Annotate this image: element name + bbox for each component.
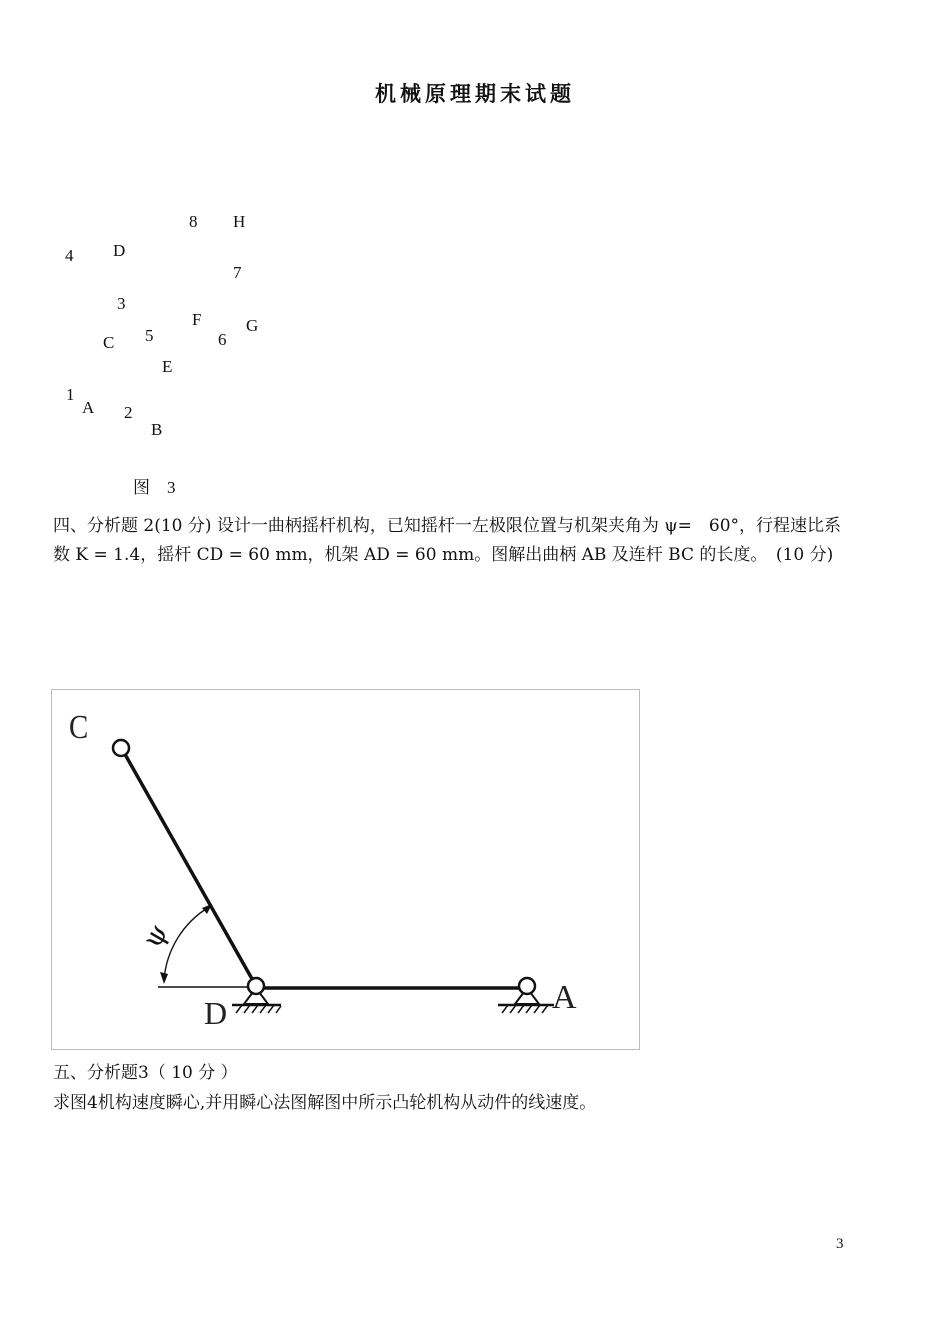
pivot-a-support [498, 978, 554, 1013]
figure-4-label-d: D [204, 995, 228, 1031]
label-2: 2 [124, 403, 133, 422]
page-number: 3 [836, 1236, 844, 1252]
label-c: C [103, 333, 115, 352]
label-b: B [151, 420, 163, 439]
label-d: D [113, 241, 126, 260]
label-3: 3 [117, 294, 126, 313]
document-title: 机械原理期末试题 [375, 81, 575, 106]
question-5-text: 求图4机构速度瞬心,并用瞬心法图解图中所示凸轮机构从动件的线速度。 [53, 1093, 597, 1113]
label-6: 6 [218, 330, 227, 349]
figure-4-label-c: C [69, 707, 89, 746]
figure-4-frame [51, 689, 640, 1050]
figure-3-caption: 图 3 [133, 478, 176, 497]
figure-4-label-a: A [552, 979, 577, 1016]
label-7: 7 [233, 263, 242, 282]
label-8: 8 [189, 212, 198, 231]
joint-c [113, 740, 129, 756]
label-1: 1 [66, 385, 75, 404]
label-f: F [192, 310, 202, 329]
label-e: E [162, 357, 173, 376]
label-g: G [246, 316, 259, 335]
label-a: A [82, 398, 95, 417]
label-5: 5 [145, 326, 154, 345]
angle-psi-label: ψ [135, 917, 175, 954]
pivot-d-support [232, 978, 281, 1013]
angle-arrow-bottom [160, 972, 168, 984]
question-4-text: 四、分析题 2(10 分) 设计一曲柄摇杆机构，已知摇杆一左极限位置与机架夹角为 ψ= 60°，行程速比系数 K = 1.4，摇杆 CD = 60 mm，机架 AD = 60 mm。图解出曲柄 AB 及连杆 BC 的长度。 (10 分) [53, 516, 842, 565]
angle-arc [164, 907, 209, 980]
rocker-cd [122, 749, 256, 986]
label-h: H [233, 212, 246, 231]
figure-4-diagram [52, 690, 639, 1049]
label-4: 4 [65, 246, 74, 265]
question-5-heading: 五、分析题3（ 10 分 ） [53, 1063, 238, 1083]
